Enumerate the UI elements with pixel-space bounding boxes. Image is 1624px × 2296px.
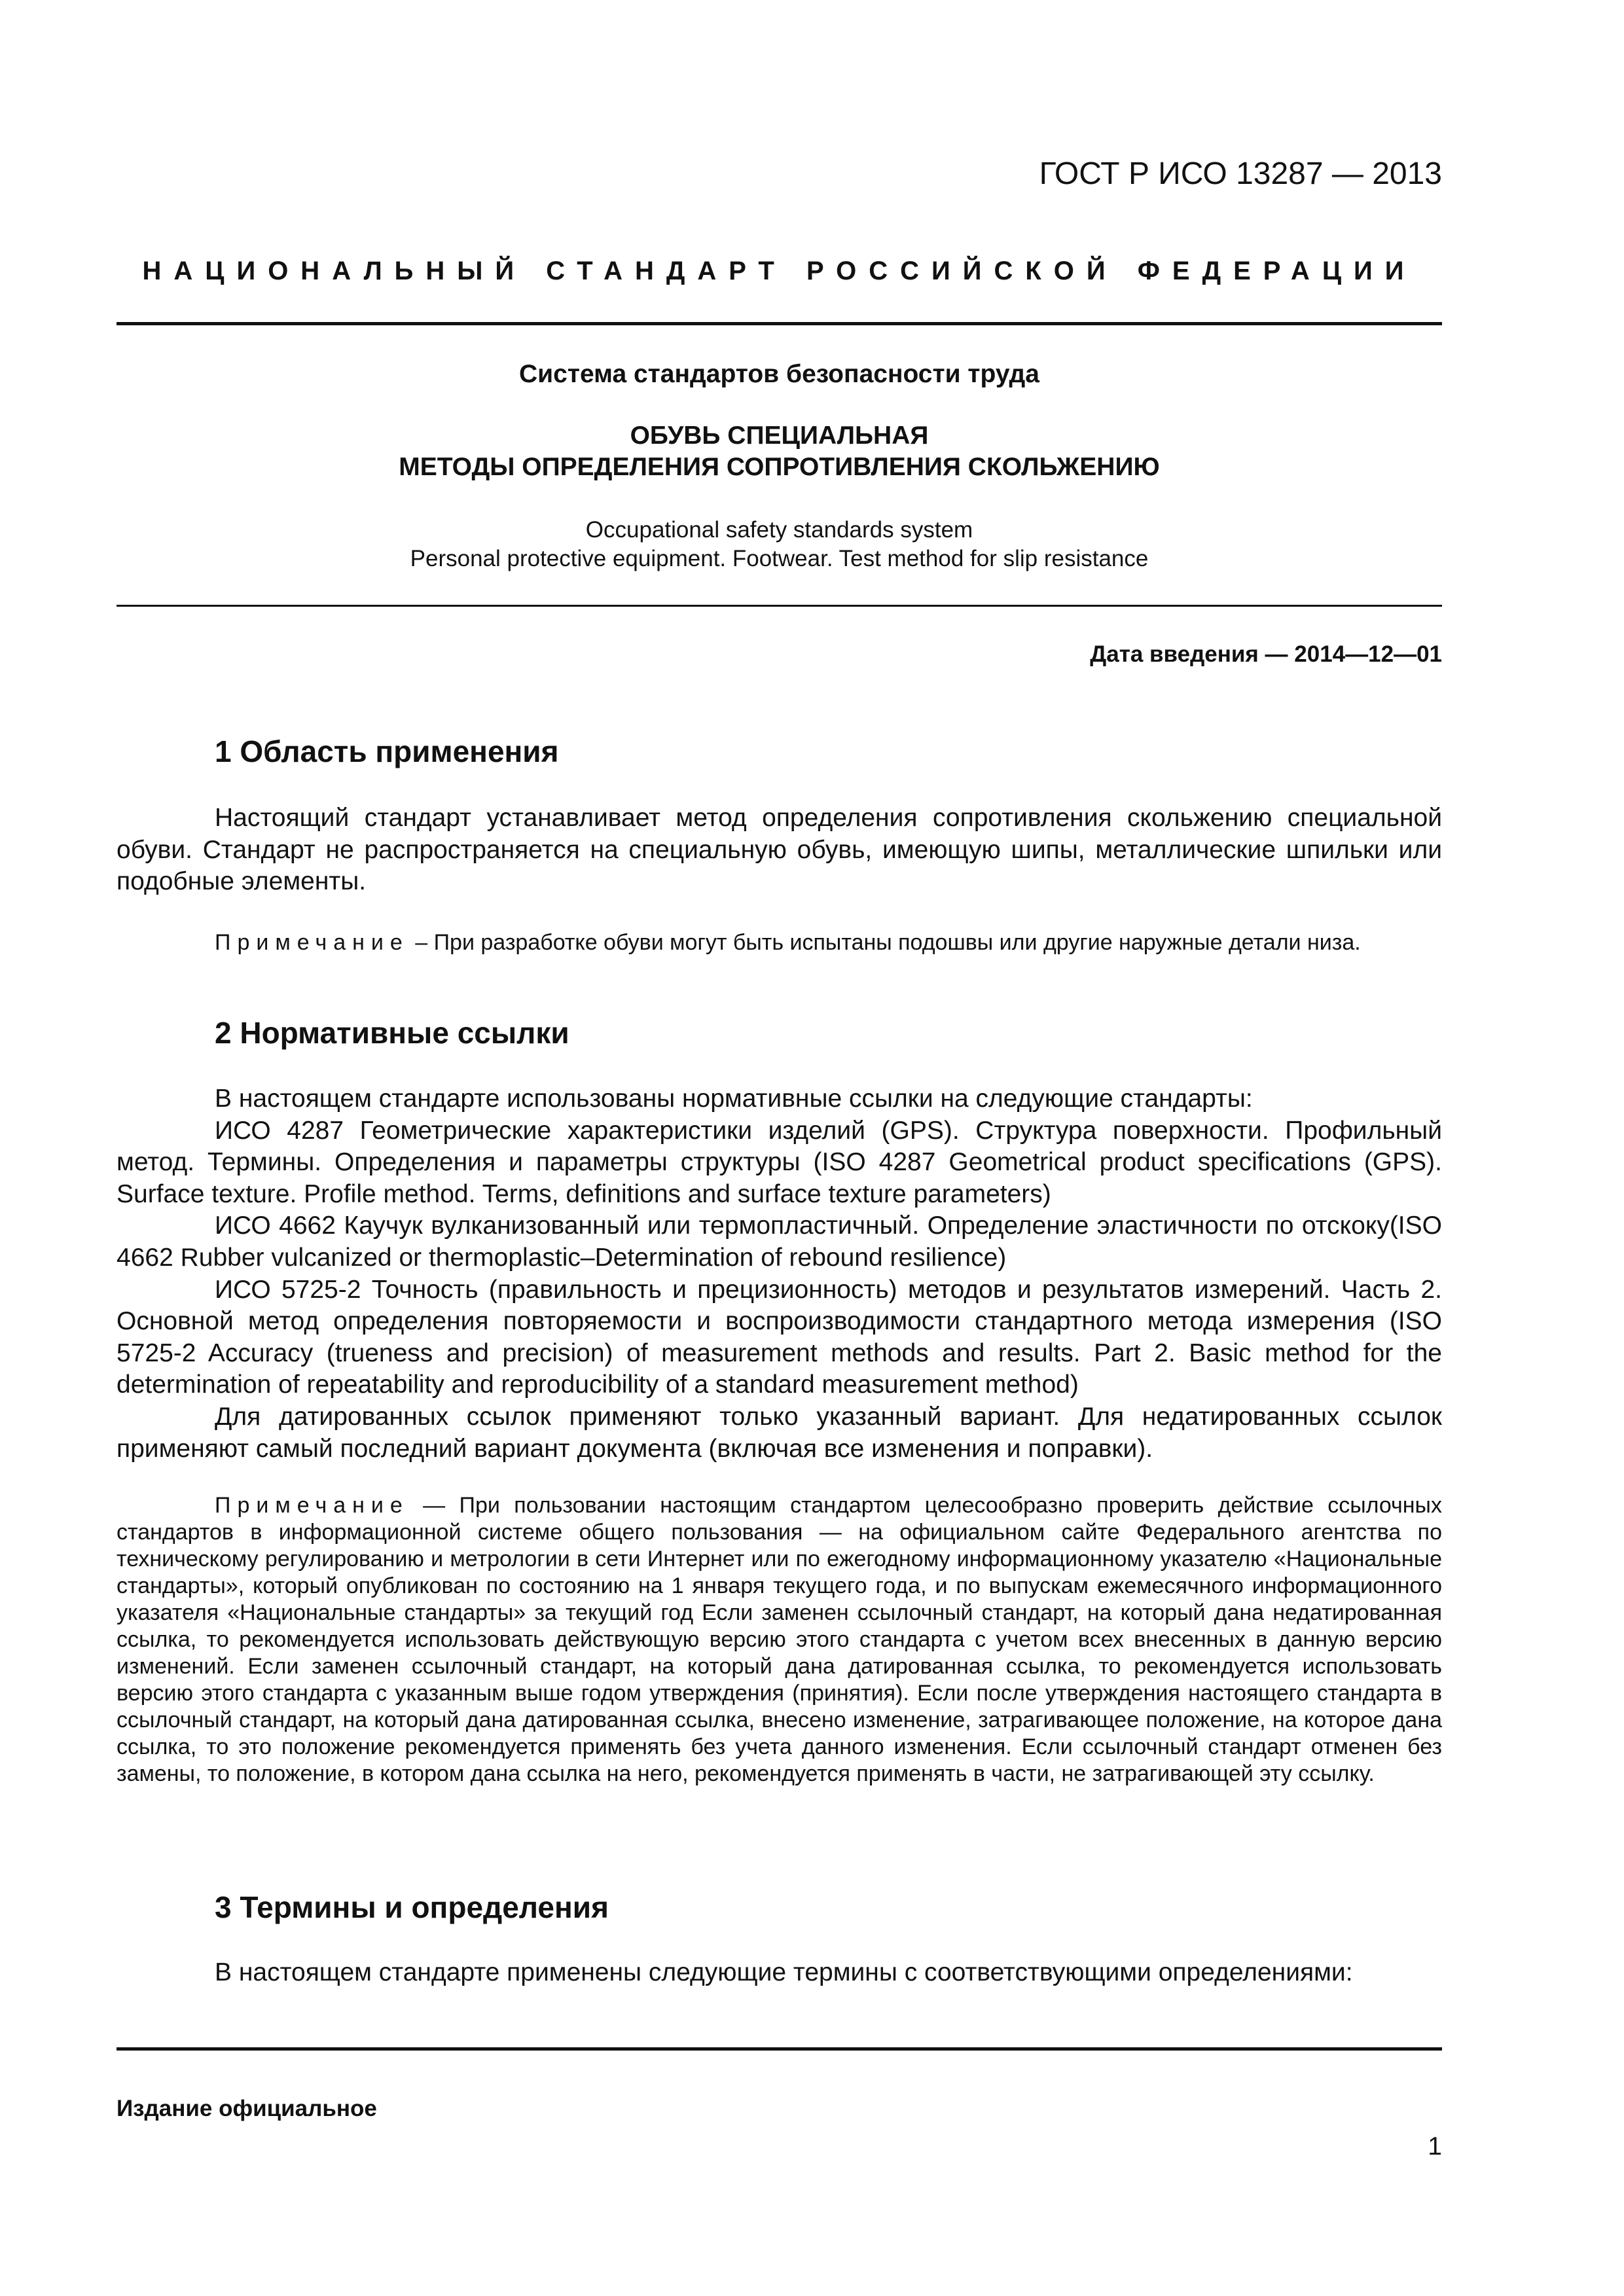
footer-divider [117, 2047, 1442, 2051]
reference-item: ИСО 4662 Каучук вулканизованный или термопластичный. Определение эластичности по отскоку(ISO 4662 Rubber vulcanized or thermoplastic–Determination of rebound resilience) [117, 1211, 1442, 1272]
title-divider [117, 605, 1442, 607]
note-label: Примечание [215, 1493, 409, 1518]
document-title [117, 420, 1442, 483]
standards-system-title: Система стандартов безопасности труда [519, 360, 1039, 388]
note-text: – При разработке обуви могут быть испытаны подошвы или другие наружные детали низа. [408, 930, 1361, 955]
date-of-introduction: Дата введения — 2014—12—01 [1090, 641, 1442, 667]
note-text: — При пользовании настоящим стандартом целесообразно проверить действие ссылочных стандартов в информационной системе общего пользования — на официальном сайте Федерального агентства по техническому регулированию и метрологии в сети Интернет или по ежегодному информационному указателю «Национальные стандарты», который опубликован по состоянию на 1 января текущего года, и по выпускам ежемесячного информационного указателя «Национальные стандарты» за текущий год Если заменен ссылочный стандарт, на который дана недатированная ссылка, то рекомендуется использовать действующую версию этого стандарта с учетом всех внесенных в данную версию изменений. Если заменен ссылочный стандарт, на который дана датированная ссылка, то рекомендуется использовать версию этого стандарта с указанным выше годом утверждения (принятия). Если после утверждения настоящего стандарта в ссылочный стандарт, на который дана датированная ссылка, внесено изменение, затрагивающее положение, на которое дана ссылка, то это положение рекомендуется применять без учета данного изменения. Если ссылочный стандарт отменен без замены, то положение, в котором дана ссылка на него, рекомендуется применять в части, не затрагивающей эту ссылку. [117, 1493, 1442, 1786]
english-title [117, 516, 1442, 573]
section1-heading: 1 Область применения [215, 734, 559, 768]
note-label: Примечание [215, 930, 409, 955]
section2-heading: 2 Нормативные ссылки [215, 1016, 569, 1050]
official-edition-label: Издание официальное [117, 2096, 377, 2121]
english-title-line2: Personal protective equipment. Footwear. Test method for slip resistance [410, 546, 1149, 571]
page-number: 1 [1428, 2132, 1442, 2161]
section1-note [117, 929, 1442, 956]
reference-item: ИСО 4287 Геометрические характеристики изделий (GPS). Структура поверхности. Профильный метод. Термины. Определения и параметры структуры (ISO 4287 Geometrical product specifications (GPS). Surface texture. Profile method. Terms, definitions and surface texture parameters) [117, 1116, 1442, 1208]
document-title-line2: МЕТОДЫ ОПРЕДЕЛЕНИЯ СОПРОТИВЛЕНИЯ СКОЛЬЖЕНИЮ [399, 453, 1160, 481]
section2-references [117, 1083, 1442, 1465]
section3-heading: 3 Термины и определения [215, 1890, 609, 1924]
national-standard-banner: НАЦИОНАЛЬНЫЙ СТАНДАРТ РОССИЙСКОЙ ФЕДЕРАЦИИ [142, 257, 1416, 285]
section2-intro: В настоящем стандарте использованы нормативные ссылки на следующие стандарты: [215, 1085, 1253, 1113]
dated-references-text: Для датированных ссылок применяют только указанный вариант. Для недатированных ссылок применяют самый последний вариант документа (включая все изменения и поправки). [117, 1402, 1442, 1463]
english-title-line1: Occupational safety standards system [585, 517, 973, 543]
document-code: ГОСТ Р ИСО 13287 — 2013 [1039, 156, 1442, 191]
section2-note [117, 1492, 1442, 1787]
section1-text: Настоящий стандарт устанавливает метод определения сопротивления скольжению специальной обуви. Стандарт не распространяется на специальную обувь, имеющую шипы, металлические шпильки или подобные элементы. [117, 804, 1442, 896]
document-title-line1: ОБУВЬ СПЕЦИАЛЬНАЯ [630, 422, 929, 450]
section3-text: В настоящем стандарте применены следующие термины с соответствующими определениями: [215, 1958, 1353, 1986]
header-divider [117, 322, 1442, 325]
reference-item: ИСО 5725-2 Точность (правильность и прецизионность) методов и результатов измерений. Часть 2. Основной метод определения повторяемости и воспроизводимости стандартного метода измерения (ISO 5725-2 Accuracy (trueness and precision) of measurement methods and results. Part 2. Basic method for the determination of repeatability and reproducibility of a standard measurement method) [117, 1275, 1442, 1399]
